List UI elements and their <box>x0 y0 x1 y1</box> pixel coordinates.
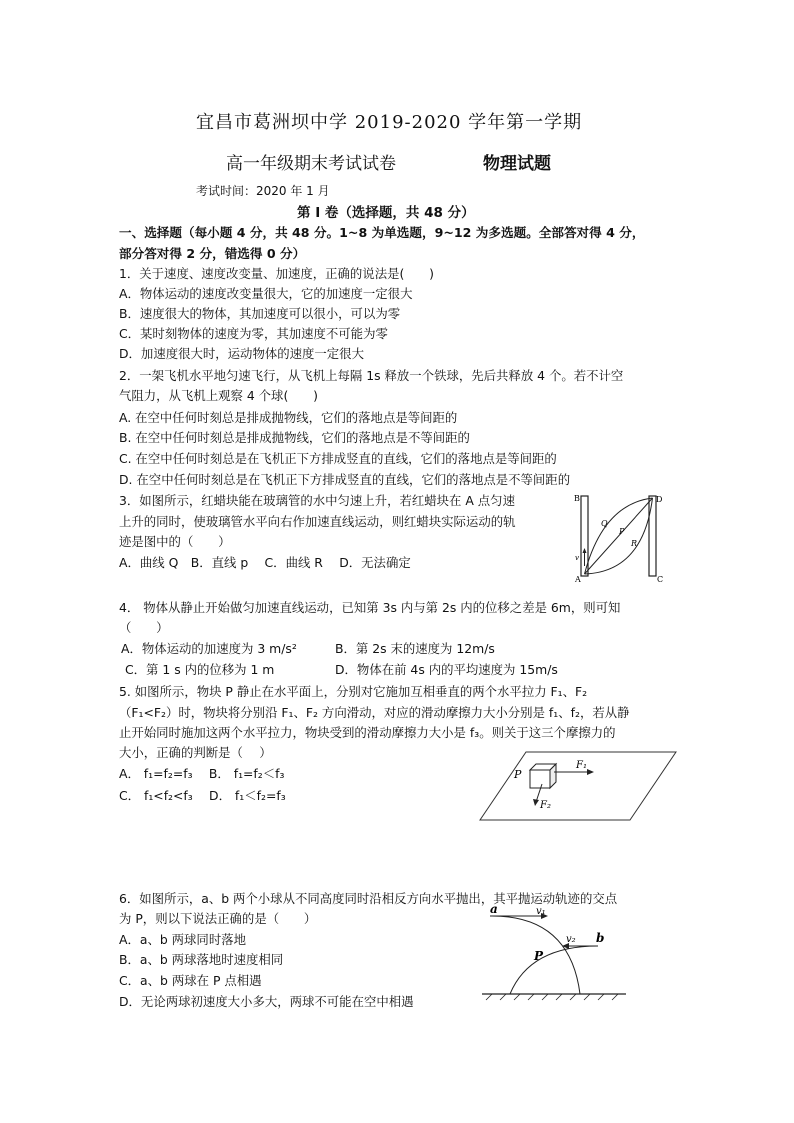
q3-stem: 3．如图所示，红蜡块能在玻璃管的水中匀速上升，若红蜡块在 A 点匀速 <box>119 493 515 508</box>
q5-stem: 5. 如图所示，物块 P 静止在水平面上，分别对它施加互相垂直的两个水平拉力 F₁、F₂ <box>119 684 588 699</box>
q6-option: C．a、b 两球在 P 点相遇 <box>119 973 262 988</box>
q3-options: A．曲线 Q B．直线 p C．曲线 R D．无法确定 <box>119 555 411 570</box>
label-B: B <box>574 494 580 503</box>
q2-option: A. 在空中任何时刻总是排成抛物线，它们的落地点是等间距的 <box>119 410 458 425</box>
q2-stem: 气阻力，从飞机上观察 4 个球( ) <box>119 388 318 403</box>
label-P: P <box>619 527 625 536</box>
q3-stem: 迹是图中的（ ） <box>119 534 231 549</box>
glass-tube-figure <box>573 492 665 584</box>
q6-stem: 为 P，则以下说法正确的是（ ） <box>119 911 317 926</box>
q1-option: A．物体运动的速度改变量很大，它的加速度一定很大 <box>119 286 413 301</box>
label-A: A <box>575 575 581 584</box>
q1-option: D．加速度很大时，运动物体的速度一定很大 <box>119 346 364 361</box>
q5-stem: 大小，正确的判断是（ ） <box>119 745 272 760</box>
label-C: C <box>657 575 664 584</box>
q2-stem: 2．一架飞机水平地匀速飞行，从飞机上每隔 1s 释放一个铁球，先后共释放 4 个。若不计空 <box>119 368 624 383</box>
label-P: P <box>514 768 522 781</box>
q1-option: C．某时刻物体的速度为零，其加速度不可能为零 <box>119 326 388 341</box>
q3-stem: 上升的同时，使玻璃管水平向右作加速直线运动，则红蜡块实际运动的轨 <box>119 514 516 529</box>
label-F2: F₂ <box>540 800 551 811</box>
label-D: D <box>656 495 663 504</box>
block-on-plane-figure <box>478 748 678 824</box>
q5-stem: （F₁<F₂）时，物块将分别沿 F₁、F₂ 方向滑动，对应的滑动摩擦力大小分别是 f₁、f₂，若从静 <box>119 705 630 720</box>
exam-time: 考试时间：2020 年 1 月 <box>196 184 330 198</box>
label-v1: v₁ <box>536 906 546 917</box>
label-a: a <box>490 904 498 916</box>
q5-options: C． f₁<f₂<f₃ D． f₁＜f₂=f₃ <box>119 788 286 803</box>
intro-line: 一、选择题（每小题 4 分，共 48 分。1~8 为单选题，9~12 为多选题。全部答对得 4 分， <box>119 225 645 240</box>
label-P: P <box>534 949 544 963</box>
label-v: v <box>575 554 579 562</box>
exam-title: 宜昌市葛洲坝中学 2019-2020 学年第一学期 <box>196 112 583 133</box>
label-v2: v₂ <box>566 934 576 945</box>
q4-option-c: C．第 1 s 内的位移为 1 m <box>125 662 275 677</box>
q4-option-d: D．物体在前 4s 内的平均速度为 15m/s <box>335 662 558 677</box>
q4-option-b: B．第 2s 末的速度为 12m/s <box>335 641 495 656</box>
q6-option: D．无论两球初速度大小多大，两球不可能在空中相遇 <box>119 994 414 1009</box>
q2-option: C. 在空中任何时刻总是在飞机正下方排成竖直的直线，它们的落地点是等间距的 <box>119 451 557 466</box>
label-F1: F₁ <box>576 760 587 771</box>
q1-option: B．速度很大的物体，其加速度可以很小，可以为零 <box>119 306 401 321</box>
q6-option: B．a、b 两球落地时速度相同 <box>119 952 284 967</box>
q5-options: A． f₁=f₂=f₃ B． f₁=f₂＜f₃ <box>119 766 285 781</box>
q4-stem: 4． 物体从静止开始做匀加速直线运动，已知第 3s 内与第 2s 内的位移之差是 6m，则可知 <box>119 600 621 615</box>
projectile-figure <box>480 904 630 1002</box>
label-Q: Q <box>601 519 608 528</box>
intro-line: 部分答对得 2 分，错选得 0 分） <box>119 246 306 261</box>
exam-subtitle: 高一年级期末考试试卷 <box>226 154 396 174</box>
q1-stem: 1．关于速度、速度改变量、加速度，正确的说法是( ) <box>119 266 434 281</box>
q6-option: A．a、b 两球同时落地 <box>119 932 246 947</box>
q4-stem: （ ） <box>119 620 169 635</box>
label-R: R <box>631 539 638 548</box>
q6-stem: 6．如图所示，a、b 两个小球从不同高度同时沿相反方向水平抛出，其平抛运动轨迹的交点 <box>119 891 618 906</box>
q2-option: B. 在空中任何时刻总是排成抛物线，它们的落地点是不等间距的 <box>119 430 470 445</box>
q5-stem: 止开始同时施加这两个水平拉力，物块受到的滑动摩擦力大小是 f₃。则关于这三个摩擦力的 <box>119 725 616 740</box>
label-b: b <box>596 931 605 945</box>
section-title: 第 I 卷（选择题，共 48 分） <box>297 205 475 221</box>
q2-option: D. 在空中任何时刻总是在飞机正下方排成竖直的直线，它们的落地点是不等间距的 <box>119 472 571 487</box>
subject-title: 物理试题 <box>483 154 551 174</box>
q4-option-a: A．物体运动的加速度为 3 m/s² <box>121 641 297 656</box>
